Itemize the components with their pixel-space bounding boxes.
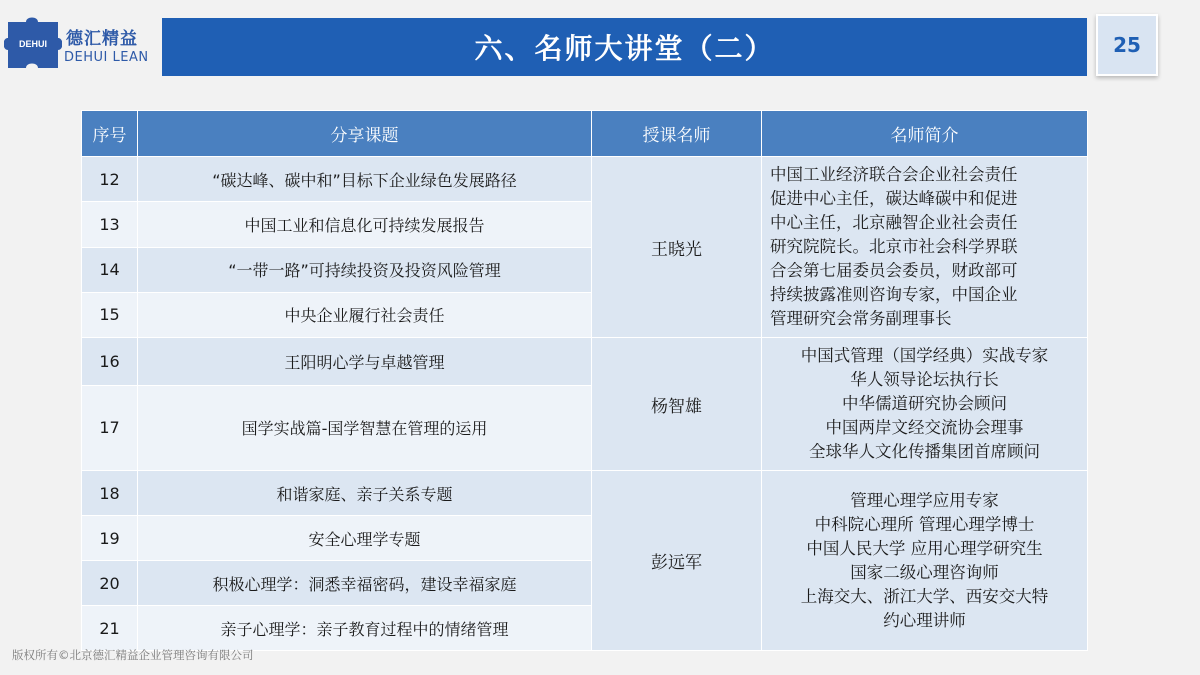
bio-line: 合会第七届委员会委员，财政部可 bbox=[770, 261, 1018, 280]
bio-line: 中国工业经济联合会企业社会责任 bbox=[770, 165, 1018, 184]
row-topic: “一带一路”可持续投资及投资风险管理 bbox=[138, 247, 592, 292]
table-row bbox=[82, 338, 1088, 386]
column-header-no: 序号 bbox=[82, 111, 138, 157]
bio-line: 管理研究会常务副理事长 bbox=[770, 309, 952, 328]
row-number: 15 bbox=[82, 292, 138, 337]
row-number: 21 bbox=[82, 606, 138, 651]
row-topic: 中国工业和信息化可持续发展报告 bbox=[138, 202, 592, 247]
row-number: 17 bbox=[82, 385, 138, 471]
row-number: 20 bbox=[82, 561, 138, 606]
logo-mark-text: DEHUI bbox=[18, 39, 48, 49]
bio-line: 促进中心主任，碳达峰碳中和促进 bbox=[770, 189, 1018, 208]
bio-line: 中国两岸文经交流协会理事 bbox=[825, 418, 1024, 437]
teacher-bio bbox=[762, 157, 1088, 338]
column-header-teacher: 授课名师 bbox=[592, 111, 762, 157]
page-number: 25 bbox=[1096, 14, 1158, 76]
row-topic: 中央企业履行社会责任 bbox=[138, 292, 592, 337]
teacher-bio bbox=[762, 338, 1088, 471]
row-topic: 亲子心理学：亲子教育过程中的情绪管理 bbox=[138, 606, 592, 651]
lecture-table bbox=[81, 110, 1088, 651]
row-number: 16 bbox=[82, 338, 138, 386]
row-number: 13 bbox=[82, 202, 138, 247]
teacher-bio bbox=[762, 471, 1088, 651]
bio-line: 中心主任，北京融智企业社会责任 bbox=[770, 213, 1018, 232]
row-number: 19 bbox=[82, 516, 138, 561]
bio-line: 华人领导论坛执行长 bbox=[850, 370, 999, 389]
teacher-name: 彭远军 bbox=[592, 471, 762, 651]
row-number: 14 bbox=[82, 247, 138, 292]
row-topic: 积极心理学：洞悉幸福密码，建设幸福家庭 bbox=[138, 561, 592, 606]
row-topic: 安全心理学专题 bbox=[138, 516, 592, 561]
bio-line: 中国人民大学 应用心理学研究生 bbox=[806, 538, 1043, 558]
logo-chinese-name: 德汇精益 bbox=[66, 29, 138, 49]
column-header-topic: 分享课题 bbox=[138, 111, 592, 157]
title-bar bbox=[162, 18, 1087, 76]
bio-line: 上海交大、浙江大学、西安交大特 bbox=[800, 586, 1049, 606]
bio-line: 管理心理学应用专家 bbox=[850, 490, 999, 510]
teacher-name: 杨智雄 bbox=[592, 338, 762, 471]
page-title: 六、名师大讲堂（二） bbox=[474, 32, 775, 65]
row-number: 18 bbox=[82, 471, 138, 516]
row-number: 12 bbox=[82, 157, 138, 202]
bio-line: 中国式管理（国学经典）实战专家 bbox=[800, 346, 1049, 365]
table-header-row bbox=[82, 111, 1088, 157]
teacher-name: 王晓光 bbox=[592, 157, 762, 338]
bio-line: 持续披露准则咨询专家，中国企业 bbox=[770, 285, 1018, 304]
bio-line: 研究院院长。北京市社会科学界联 bbox=[770, 237, 1018, 256]
company-logo bbox=[0, 12, 160, 74]
row-topic: 和谐家庭、亲子关系专题 bbox=[138, 471, 592, 516]
row-topic: 王阳明心学与卓越管理 bbox=[138, 338, 592, 386]
copyright-footer: 版权所有©北京德汇精益企业管理咨询有限公司 bbox=[12, 648, 254, 662]
table-row bbox=[82, 471, 1088, 516]
bio-line: 中华儒道研究协会顾问 bbox=[842, 394, 1007, 413]
puzzle-logo-icon bbox=[4, 16, 62, 70]
logo-english-name: DEHUI LEAN bbox=[64, 50, 149, 65]
column-header-bio: 名师简介 bbox=[762, 111, 1088, 157]
row-topic: “碳达峰、碳中和”目标下企业绿色发展路径 bbox=[138, 157, 592, 202]
bio-line: 约心理讲师 bbox=[883, 610, 966, 630]
table-row bbox=[82, 157, 1088, 202]
bio-line: 中科院心理所 管理心理学博士 bbox=[814, 514, 1035, 534]
bio-line: 全球华人文化传播集团首席顾问 bbox=[809, 442, 1040, 461]
bio-line: 国家二级心理咨询师 bbox=[850, 562, 999, 582]
row-topic: 国学实战篇-国学智慧在管理的运用 bbox=[138, 385, 592, 471]
